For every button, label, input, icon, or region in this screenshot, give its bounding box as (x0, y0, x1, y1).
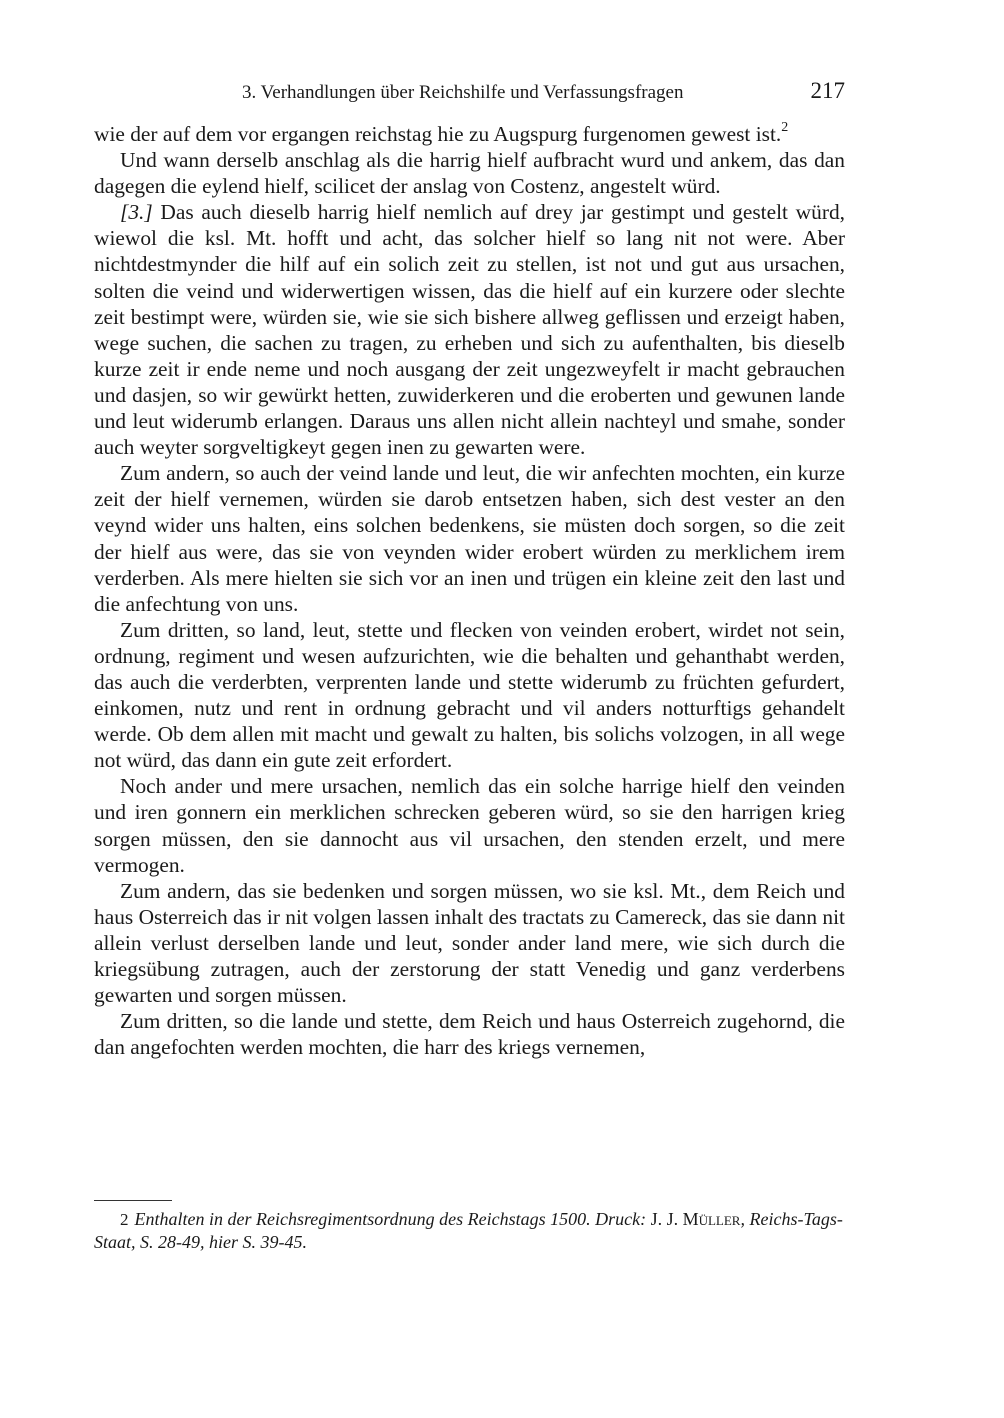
footnotes (94, 1208, 845, 1253)
footnote-author-initials: J. J. (646, 1209, 683, 1229)
main-text (94, 121, 845, 1060)
page-number: 217 (810, 78, 845, 103)
paragraph-text: Das auch dieselb harrig hielf nemlich auf drey jar gestimpt und gestelt würd, wiewol die ksl. Mt. hofft und acht, das solcher hielf so lang nit not were. Aber nichtdestmynder die hilf auf ein solich zeit zu stellen, ist not und gut aus ursachen, solten die veind und widerwertigen wissen, das die hielf auf ein kurzere oder slechte zeit bestimpt were, würden sie, wie sie sich bishere allweg geflissen und erzeigt haben, wege suchen, die sachen zu tragen, zu erheben und sich zu aufenthalten, bis dieselb kurze zeit ir ende neme und noch ausgang der zeit ungezweyfelt ir macht gebrauchen und dasjen, so wir gewürkt hetten, zuwiderkeren und die eroberten und gewunen lande und leut widerumb erlangen. Daraus uns allen nicht allein nachteyl und smahe, sonder auch weyter sorgveltigkeyt gegen inen zu gewarten were. (94, 200, 845, 460)
paragraph (94, 121, 845, 147)
footnote-author-name: Müller (682, 1209, 741, 1229)
paragraph (94, 199, 845, 460)
paragraph-text: wie der auf dem vor ergangen reichstag hie zu Augspurg furgenomen gewest ist. (94, 122, 782, 146)
paragraph: Zum dritten, so die lande und stette, dem Reich und haus Osterreich zugehornd, die dan angefochten werden mochten, die harr des kriegs vernemen, (94, 1009, 845, 1060)
paragraph: Zum andern, das sie bedenken und sorgen müssen, wo sie ksl. Mt., dem Reich und haus Osterreich das ir nit volgen lassen inhalt des tractats zu Camereck, das sie dann nit allein verlust derselben lande und leut, sonder ander land mere, wie sich durch die kriegsübung zutragen, auch der zerstorung der statt Venedig und ganz verderbens gewarten und sorgen müssen. (94, 878, 845, 1008)
section-number: [3.] (120, 200, 153, 225)
footnote (94, 1208, 845, 1253)
footnote-reference[interactable]: 2 (781, 119, 789, 135)
footnote-divider (94, 1200, 172, 1201)
paragraph: Und wann derselb anschlag als die harrig hielf aufbracht wurd und ankem, das dan dagegen die eylend hielf, scilicet der anslag von Costenz, angestelt würd. (94, 148, 845, 199)
footnote-citation: , Reichs-Tags-Staat, S. 28-49, hier S. 39-45. (94, 1209, 843, 1252)
footnote-mark: 2 (120, 1210, 129, 1229)
running-header (94, 78, 845, 108)
paragraph: Zum andern, so auch der veind lande und leut, die wir anfechten mochten, ein kurze zeit der hielf vernemen, würden sie darob entsetzen haben, sich dest vester an den veynd wider uns halten, eins solchen bedenkens, sie müsten doch sorgen, so die zeit der hielf aus were, das sie von veynden wider erobert würden zu merklichem irem verderben. Als mere hielten sie sich vor an inen und trügen ein kleine zeit den last und die anfechtung von uns. (94, 461, 845, 616)
paragraph: Noch ander und mere ursachen, nemlich das ein solche harrige hielf den veinden und iren gonnern ein merklichen schrecken geberen würd, so sie den harrigen krieg sorgen müssen, den sie dannocht aus vil ursachen, den stenden erzelt, und mere vermogen. (94, 774, 845, 877)
paragraph: Zum dritten, so land, leut, stette und flecken von veinden erobert, wirdet not sein, ordnung, regiment und wesen aufzurichten, wie die behalten und gehanthabt werden, das auch die verderbten, verprenten lande und stette widerumb zu früchten gefurdert, einkomen, nutz und rent in ordnung gebracht und vil anders notturftigs gehandelt werde. Ob dem allen mit macht und gewalt zu halten, bis solichs volzogen, in all wege not würd, das dann ein gute zeit erfordert. (94, 617, 845, 773)
footnote-text-italic: Enthalten in der Reichsregimentsordnung des Reichstags 1500. Druck: (134, 1209, 647, 1229)
running-title: 3. Verhandlungen über Reichshilfe und Verfassungsfragen (242, 82, 684, 103)
